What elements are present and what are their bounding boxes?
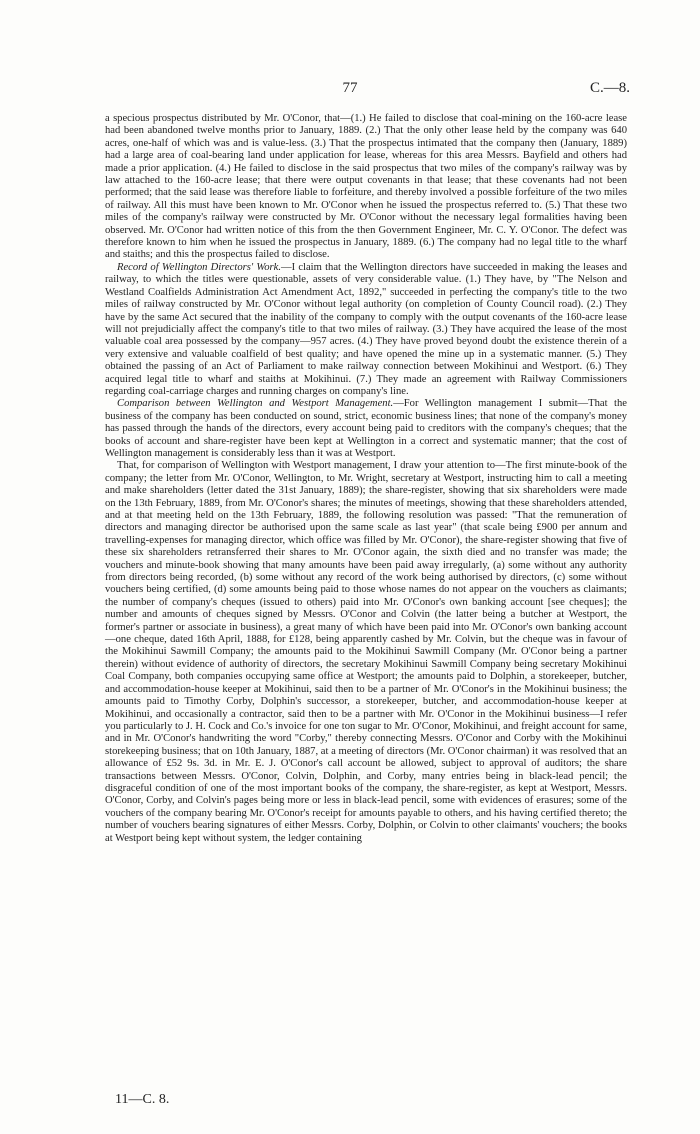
- body-text: [105, 113, 627, 845]
- paragraph-heading: Comparison between Wellington and Westport Management.: [117, 398, 394, 410]
- page-number: 77: [342, 80, 358, 96]
- paragraph-text: —For Wellington management I submit—That the business of the company has been conducted on sound, strict, economic business lines; that none of the company's money has passed through the hands of the directors, every account being paid to creditors with the company's cheques; that the books of account and share-register have been kept at Wellington in a correct and systematic manner; that the cost of Wellington management is considerably less than it was at Westport.: [105, 398, 627, 459]
- paragraph-record: [105, 262, 627, 398]
- paragraph-text: a specious prospectus distributed by Mr. O'Conor, that—(1.) He failed to disclose that coal-mining on the 160-acre lease had been abandoned twelve months prior to January, 1889. (2.) That the only other lease held by the company was 640 acres, one-half of which was and is value-less. (3.) That the prospectus intimated that the company then (January, 1889) had a large area of coal-bearing land under application for lease, whereas for this area Messrs. Bayfield and others had made a prior application. (4.) He failed to disclose in the said prospectus that two miles of the company's railway was by law attached to the 160-acre lease; that there were output covenants in that lease; that these covenants had not been performed; that the said lease was therefore liable to forfeiture, and thereby involved a possible forfeiture of the two miles of railway. All this must have been known to Mr. O'Conor when he issued the prospectus referred to. (5.) That these two miles of the company's railway were constructed by Mr. O'Conor without the necessary legal formalities having been observed. Mr. O'Conor had written notice of this from the then Government Engineer, Mr. C. Y. O'Conor. The defect was therefore known to him when he issued the prospectus in January, 1889. (6.) The company had no legal title to the wharf and staiths; and this the prospectus failed to disclose.: [105, 113, 627, 261]
- paragraph-westport: [105, 460, 627, 845]
- paragraph-text: —I claim that the Wellington directors have succeeded in making the leases and railway, to which the titles were questionable, assets of very considerable value. (1.) They have, by "The Nelson and Westland Coalfields Administration Act Amendment Act, 1892," succeeded in perfecting the company's title to the two miles of railway constructed by Mr. O'Conor without legal authority (on completion of County Council road). (2.) They have by the same Act secured that the inability of the company to comply with the output covenants of the 160-acre lease will not prejudicially affect the company's title to that two miles of railway. (3.) They have acquired the lease of the most valuable coal area possessed by the company—957 acres. (4.) They have proved beyond doubt the existence therein of a very extensive and valuable coalfield of best quality; and have opened the mine up in a systematic manner. (5.) They obtained the passing of an Act of Parliament to make railway connection between Mokihinui and Westport. (6.) They acquired legal title to wharf and staiths at Mokihinui. (7.) They made an agreement with Railway Commissioners regarding coal-carriage charges and running charges on company's line.: [105, 261, 627, 397]
- paragraph-text: That, for comparison of Wellington with Westport management, I draw your attention to—The first minute-book of the company; the letter from Mr. O'Conor, Wellington, to Mr. Wright, secretary at Westport, instructing him to call a meeting and make shareholders (letter dated the 31st January, 1889); the share-register, showing that six shareholders were made on the 13th February, 1889, from Mr. O'Conor's shares; the minutes of meetings, showing that these shareholders attended, and at that meeting held on the 13th February, 1889, the following resolution was passed: "That the remuneration of directors and managing director be authorised upon the same scale as last year" (that scale being £900 per annum and travelling-expenses for managing director, which office was filled by Mr. O'Conor), the share-register showing that five of these six shareholders retransferred their shares to Mr. O'Conor again, the sixth died and no transfer was made; the vouchers and minute-book showing that many amounts have been paid away irregularly, (a) some without any authority from directors being recorded, (b) some without any record of the work being authorised by directors, (c) some without vouchers being certified, (d) some amounts being paid to those whose names do not appear on the vouchers as claimants; the number of company's cheques (issued to others) paid into Mr. O'Conor's own banking account [see cheques]; the number and amounts of cheques signed by Messrs. O'Conor and Colvin (the latter being a butcher at Westport, the former's partner or associate in business), a great many of which have been paid into Mr. O'Conor's own banking account—one cheque, dated 16th April, 1888, for £128, being apparently cashed by Mr. Colvin, but the cheque was in favour of the Mokihinui Sawmill Company; the amounts paid to the Mokihinui Sawmill Company (Mr. O'Conor being a partner therein) without evidence of authority of directors, the secretary Mokihinui Sawmill Company being secretary Mokihinui Coal Company, both companies occupying same office at Westport; the amounts paid to Dolphin, a storekeeper, butcher, and accommodation-house keeper at Mokihinui, said then to be a partner of Mr. O'Conor's in the Mokihinui business; the amounts paid to Timothy Corby, Dolphin's successor, a storekeeper, butcher, and accommodation-house keeper at Mokihinui, and occasionally a contractor, said then to be a partner with Mr. O'Conor in the Mokihinui business—I refer you particularly to J. H. Cock and Co.'s invoice for one ton sugar to Mr. O'Conor, Mokihinui, and freight account for same, and in Mr. O'Conor's handwriting the word "Corby," thereby connecting Messrs. O'Conor and Corby with the Mokihinui storekeeping business; that on 10th January, 1887, at a meeting of directors (Mr. O'Conor chairman) it was resolved that an allowance of £52 9s. 3d. in Mr. E. J. O'Conor's call account be allowed, subject to approval of auditors; the share transactions between Messrs. O'Conor, Colvin, Dolphin, and Corby, many entries being in black-lead pencil; the disgraceful condition of one of the most important books of the company, the share-register, as kept at Westport, Messrs. O'Conor, Corby, and Colvin's pages being more or less in black-lead pencil, some with evidences of erasures; some of the vouchers of the company bearing Mr. O'Conor's receipt for amounts payable to others, and his having certified thereto; the number of vouchers bearing signatures of either Messrs. Corby, Dolphin, or Colvin to other claimants' vouchers; the books at Westport being kept without system, the ledger containing: [105, 460, 627, 844]
- sheet-signature: 11—C. 8.: [115, 1092, 170, 1107]
- paragraph-prospectus: [105, 113, 627, 262]
- paragraph-heading: Record of Wellington Directors' Work.: [117, 261, 281, 273]
- paragraph-comparison: [105, 398, 627, 460]
- paper-reference: C.—8.: [589, 80, 630, 96]
